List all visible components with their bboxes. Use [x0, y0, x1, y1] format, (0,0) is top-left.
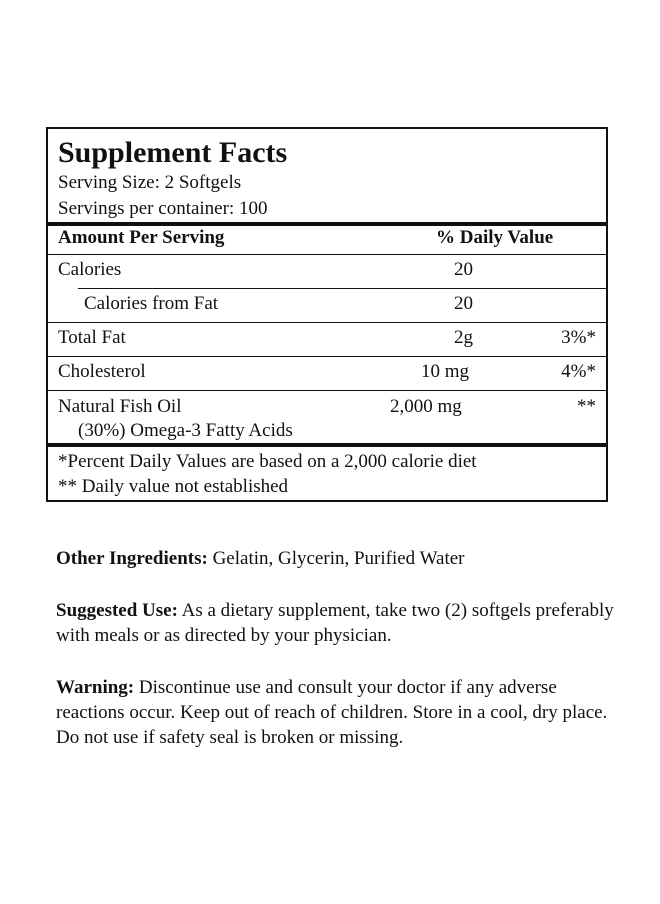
suggested-use-label: Suggested Use:	[56, 600, 178, 621]
panel-title: Supplement Facts	[58, 136, 288, 169]
footnote-daily-values: *Percent Daily Values are based on a 2,000 calorie diet	[58, 451, 477, 472]
row-total-fat-amount: 2g	[454, 327, 473, 348]
thick-divider-top	[48, 222, 606, 226]
warning-label: Warning:	[56, 677, 135, 698]
other-ingredients-text: Gelatin, Glycerin, Purified Water	[207, 548, 465, 569]
serving-size: Serving Size: 2 Softgels	[58, 172, 242, 193]
row-fish-oil-subname: (30%) Omega-3 Fatty Acids	[78, 420, 293, 441]
row-calories-name: Calories	[58, 259, 122, 280]
row-total-fat-name: Total Fat	[58, 327, 126, 348]
suggested-use	[56, 598, 626, 648]
row-cholesterol-dv: 4%*	[561, 361, 596, 382]
row-calories-from-fat-name: Calories from Fat	[84, 293, 219, 314]
amount-per-serving-header: Amount Per Serving	[58, 227, 225, 248]
other-ingredients-label: Other Ingredients:	[56, 548, 208, 569]
warning-text: Discontinue use and consult your doctor if any adverse reactions occur. Keep out of reach of children. Store in a cool, dry place. Do not use if safety seal is broken or missing.	[56, 677, 608, 748]
suggested-use-text: As a dietary supplement, take two (2) softgels preferably with meals or as directed by your physician.	[56, 600, 614, 646]
divider	[48, 254, 606, 255]
daily-value-header: % Daily Value	[436, 227, 554, 248]
divider	[48, 356, 606, 357]
row-calories-amount: 20	[454, 259, 473, 280]
row-fish-oil-name: Natural Fish Oil	[58, 396, 182, 417]
supplement-facts-panel	[46, 127, 608, 502]
row-fish-oil-amount: 2,000 mg	[390, 396, 462, 417]
divider	[78, 288, 606, 289]
warning	[56, 675, 626, 750]
row-fish-oil-dv: **	[577, 396, 596, 417]
other-ingredients	[56, 546, 626, 571]
servings-per-container: Servings per container: 100	[58, 198, 268, 219]
row-cholesterol-name: Cholesterol	[58, 361, 146, 382]
footnote-not-established: ** Daily value not established	[58, 476, 289, 497]
thick-divider-bottom	[48, 443, 606, 447]
row-total-fat-dv: 3%*	[561, 327, 596, 348]
row-cholesterol-amount: 10 mg	[421, 361, 470, 382]
row-calories-from-fat-amount: 20	[454, 293, 473, 314]
divider	[48, 390, 606, 391]
divider	[48, 322, 606, 323]
